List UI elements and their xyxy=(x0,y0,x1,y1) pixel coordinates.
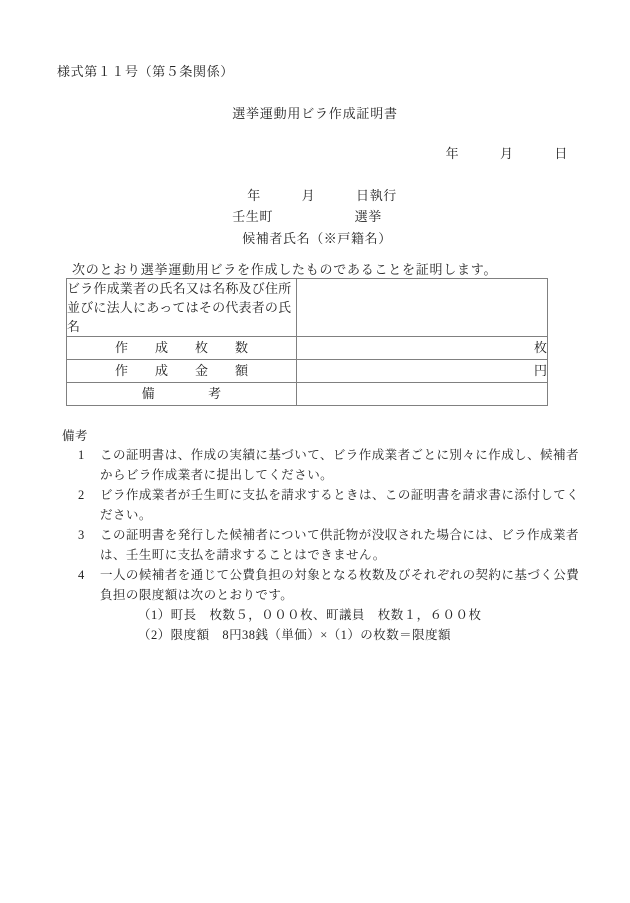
note-sub-item: （2）限度額 8円38銭（単価）×（1）の枚数＝限度額 xyxy=(138,627,451,642)
note-item xyxy=(62,446,582,485)
table-cell-label xyxy=(67,337,297,360)
note-text: この証明書を発行した候補者について供託物が没収された場合には、ビラ作成業者は、壬生町に支払を請求することはできません。 xyxy=(100,528,579,562)
table-row xyxy=(67,360,548,383)
table-cell-label xyxy=(67,383,297,406)
note-number: 4 xyxy=(78,568,85,582)
note-number: 1 xyxy=(78,448,85,462)
table-cell-label xyxy=(67,360,297,383)
table-cell-label-text: 備 考 xyxy=(141,386,222,401)
note-number: 2 xyxy=(78,488,85,502)
note-sub-item: （1）町長 枚数５，０００枚、町議員 枚数１，６００枚 xyxy=(138,608,482,622)
document-title: 選挙運動用ビラ作成証明書 xyxy=(232,106,398,121)
candidate-name-line: 候補者氏名（※戸籍名） xyxy=(242,231,392,246)
execution-date-line: 年 月 日執行 xyxy=(247,188,397,203)
table-cell-label-text: 作 成 枚 数 xyxy=(114,340,255,355)
table-cell-value[interactable] xyxy=(297,383,548,406)
note-item xyxy=(62,526,582,565)
table-cell-value[interactable] xyxy=(297,279,548,337)
table-row xyxy=(67,279,548,337)
note-text: この証明書は、作成の実績に基づいて、ビラ作成業者ごとに別々に作成し、候補者からビラ作成業者に提出してください。 xyxy=(100,448,579,482)
note-item xyxy=(62,486,582,525)
note-item xyxy=(62,566,582,645)
election-name-line: 壬生町 選挙 xyxy=(232,209,382,224)
note-number: 3 xyxy=(78,528,85,542)
table-cell-label-text: 作 成 金 額 xyxy=(114,363,255,378)
table-row xyxy=(67,337,548,360)
note-sub-list xyxy=(100,606,582,645)
table-cell-label: ビラ作成業者の氏名又は名称及び住所並びに法人にあってはその代表者の氏名 xyxy=(67,279,297,337)
certification-statement: 次のとおり選挙運動用ビラを作成したものであることを証明します。 xyxy=(72,262,498,277)
table-row xyxy=(67,383,548,406)
table-cell-value[interactable]: 枚 xyxy=(297,337,548,360)
note-text: ビラ作成業者が壬生町に支払を請求するときは、この証明書を請求書に添付してください。 xyxy=(100,488,580,522)
notes-heading: 備考 xyxy=(62,429,89,443)
notes-section xyxy=(62,426,582,645)
table-cell-value[interactable]: 円 xyxy=(297,360,548,383)
form-number: 様式第１１号（第５条関係） xyxy=(57,64,234,79)
note-text: 一人の候補者を通じて公費負担の対象となる枚数及びそれぞれの契約に基づく公費負担の限度額は次のとおりです。 xyxy=(100,568,580,602)
issue-date-blank: 年 月 日 xyxy=(445,146,568,161)
certificate-table xyxy=(66,278,548,406)
